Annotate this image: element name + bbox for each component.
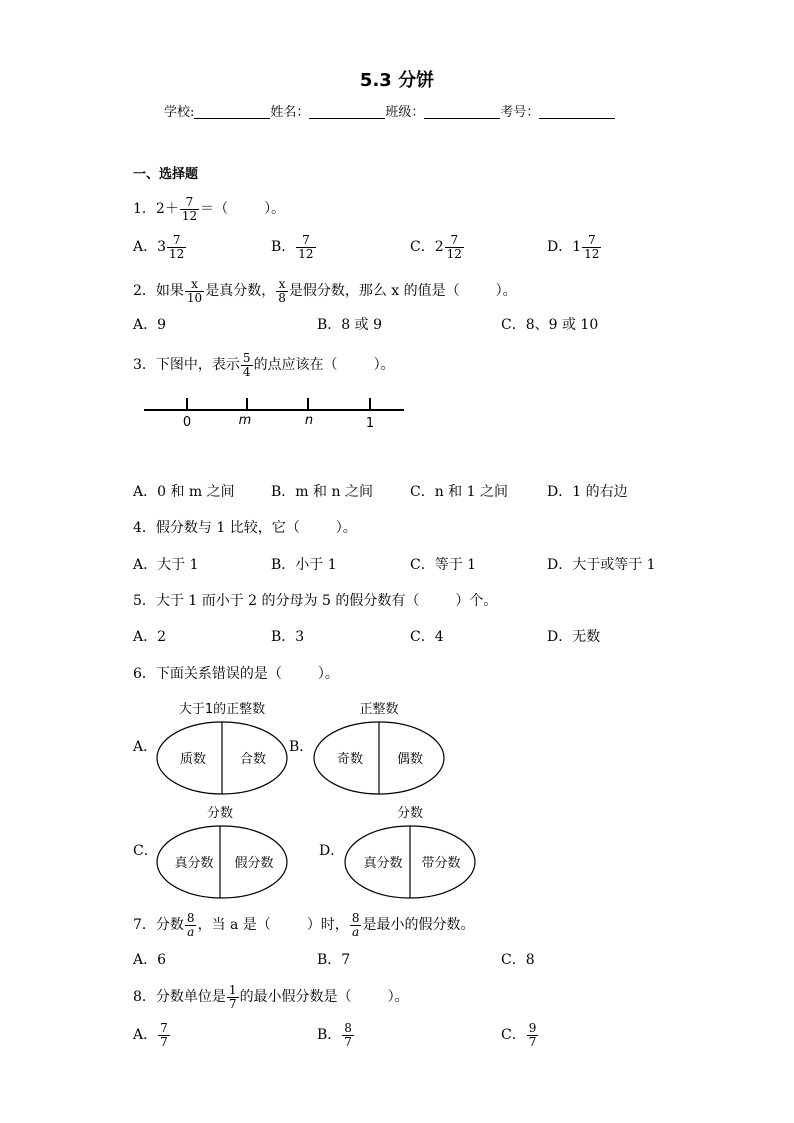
diagram-d-label[interactable]: D． [319, 843, 345, 859]
diagram-right: 带分数 [421, 856, 461, 871]
section-title: 一、选择题 [133, 167, 199, 182]
question-number: 8． [133, 989, 156, 1006]
option-label: A． [133, 1027, 158, 1044]
option-text: 8、9 或 10 [525, 317, 599, 333]
diagram-left: 真分数 [174, 856, 214, 871]
option-d[interactable] [547, 558, 656, 572]
fraction: $\frac{7}{12}$ [298, 233, 314, 261]
option-label: B． [317, 952, 342, 968]
option-label: C． [410, 557, 435, 573]
question-number: 6． [133, 666, 156, 682]
option-label: B． [271, 484, 296, 500]
option-label: D． [547, 557, 573, 573]
question-8 [133, 984, 409, 1010]
question-text: 下面关系错误的是（ [155, 666, 282, 682]
tick-label-0: 0 [182, 415, 192, 430]
option-label: A． [133, 952, 158, 968]
fraction: $\frac{8}{7}$ [344, 1021, 352, 1049]
option-text: 6 [157, 952, 167, 968]
question-text: ）。 [317, 666, 339, 682]
option-text: 0 和 m 之间 [157, 484, 235, 500]
option-text: 2 [157, 629, 167, 645]
option-a[interactable] [133, 234, 187, 260]
option-text: 大于 1 [157, 557, 199, 573]
school-blank[interactable] [194, 104, 270, 119]
diagram-b-label[interactable]: B． [289, 739, 314, 755]
question-number: 2． [133, 283, 156, 300]
student-info [164, 104, 615, 119]
option-label: B． [271, 239, 296, 256]
diagram-title: 分数 [396, 806, 424, 821]
option-text: m 和 n 之间 [295, 484, 373, 500]
diagram-d[interactable] [338, 802, 483, 902]
question-text: 如果 [155, 283, 184, 300]
name-label: 姓名： [270, 105, 310, 120]
question-text: ）。 [373, 357, 395, 374]
option-label: B． [317, 1027, 342, 1044]
diagram-c-label[interactable]: C． [133, 843, 158, 859]
class-blank[interactable] [424, 104, 500, 119]
option-d[interactable] [547, 485, 628, 499]
option-label: A． [133, 317, 158, 333]
question-1 [133, 196, 285, 222]
option-a[interactable] [133, 485, 235, 499]
diagram-right: 合数 [239, 752, 267, 767]
option-text: 等于 1 [434, 557, 477, 573]
option-c[interactable] [410, 485, 508, 499]
question-number: 4． [133, 520, 156, 536]
class-label: 班级： [385, 105, 425, 120]
option-c[interactable] [410, 630, 444, 644]
option-a[interactable] [133, 630, 166, 644]
option-label: C． [410, 484, 435, 500]
question-number: 3． [133, 357, 156, 374]
option-label: C． [501, 952, 526, 968]
number-line [140, 392, 410, 432]
question-text: 是假分数，那么 x 的值是（ [288, 283, 460, 300]
option-c[interactable] [501, 318, 598, 332]
option-text: 1 的右边 [572, 484, 628, 500]
question-5 [133, 594, 497, 608]
fraction: $\frac{7}{12}$ [181, 195, 198, 223]
option-b[interactable] [271, 630, 304, 644]
option-label: D． [547, 239, 573, 256]
option-label: C． [501, 317, 526, 333]
diagram-title: 大于1的正整数 [178, 702, 266, 717]
question-text: 假分数与 1 比较，它（ [155, 520, 300, 536]
fraction: $\frac{5}{4}$ [242, 351, 251, 379]
question-text: 是真分数， [205, 283, 276, 300]
diagram-b[interactable] [307, 698, 452, 798]
option-text: n 和 1 之间 [434, 484, 508, 500]
fraction: $\frac{7}{12}$ [446, 233, 462, 261]
option-text: 4 [434, 629, 444, 645]
option-a[interactable] [133, 1022, 171, 1048]
page-title: 5.3 分饼 [359, 70, 435, 91]
question-text: 分数单位是 [155, 989, 226, 1006]
option-text: 小于 1 [295, 557, 337, 573]
option-b[interactable] [317, 1022, 355, 1048]
question-text: 的点应该在（ [253, 357, 338, 374]
question-text: 是最小的假分数。 [362, 917, 475, 934]
fraction: $\frac{7}{7}$ [160, 1021, 168, 1049]
option-c[interactable] [410, 234, 465, 260]
option-label: C． [501, 1027, 526, 1044]
option-label: B． [317, 317, 342, 333]
option-text: 7 [341, 952, 351, 968]
question-text: ＝（ [200, 201, 229, 218]
option-label: C． [410, 629, 435, 645]
option-label: D． [547, 484, 573, 500]
number-blank[interactable] [539, 104, 615, 119]
fraction: $\frac{1}{7}$ [228, 983, 237, 1011]
question-2 [133, 278, 517, 304]
question-6 [133, 667, 339, 681]
fraction: $\frac{7}{12}$ [584, 233, 600, 261]
fraction: $\frac{x}{10}$ [186, 277, 203, 305]
diagram-c[interactable] [150, 802, 295, 902]
option-label: C． [410, 239, 435, 256]
option-a[interactable] [133, 558, 198, 572]
mixed-whole: 1 [572, 239, 582, 256]
option-b[interactable] [271, 485, 373, 499]
question-3 [133, 352, 395, 378]
question-text: ）。 [387, 989, 409, 1006]
option-text: 9 [157, 317, 167, 333]
option-text: 大于或等于 1 [572, 557, 656, 573]
question-text: 大于 1 而小于 2 的分母为 5 的假分数有（ [155, 593, 420, 609]
diagram-left: 奇数 [336, 752, 364, 767]
option-label: D． [547, 629, 573, 645]
tick-label-1: 1 [365, 416, 375, 431]
question-4 [133, 521, 357, 535]
number-label: 考号： [500, 105, 540, 120]
diagram-a[interactable] [150, 698, 295, 798]
mixed-whole: 3 [157, 239, 167, 256]
option-label: A． [133, 557, 158, 573]
question-number: 1． [133, 201, 156, 218]
question-text: ）时， [306, 917, 349, 934]
option-b[interactable] [271, 558, 337, 572]
question-text: ）个。 [455, 593, 498, 609]
fraction: $\frac{8}{a}$ [186, 911, 195, 939]
option-a[interactable] [133, 953, 166, 967]
diagram-right: 假分数 [234, 856, 274, 871]
option-b[interactable] [317, 318, 382, 332]
diagram-right: 偶数 [396, 752, 424, 767]
option-label: B． [271, 557, 296, 573]
option-text: 8 [525, 952, 535, 968]
option-b[interactable] [271, 234, 317, 260]
option-d[interactable] [547, 630, 600, 644]
diagram-title: 分数 [206, 806, 234, 821]
diagram-title: 正整数 [359, 702, 399, 717]
question-text: 2＋ [155, 201, 179, 218]
school-label: 学校: [164, 105, 195, 120]
option-label: A． [133, 484, 158, 500]
option-text: 3 [295, 629, 305, 645]
question-number: 5． [133, 593, 156, 609]
option-c[interactable] [501, 1022, 539, 1048]
diagram-left: 质数 [179, 752, 207, 767]
option-text: 无数 [572, 629, 601, 645]
question-7 [133, 912, 474, 938]
diagram-left: 真分数 [363, 856, 403, 871]
option-d[interactable] [547, 234, 602, 260]
tick-label-n: n [304, 413, 314, 428]
option-text: 8 或 9 [341, 317, 383, 333]
fraction: $\frac{9}{7}$ [528, 1021, 537, 1049]
name-blank[interactable] [309, 104, 385, 119]
question-text: ）。 [495, 283, 517, 300]
question-text: ，当 a 是（ [197, 917, 271, 934]
option-a[interactable] [133, 318, 166, 332]
fraction: $\frac{7}{12}$ [169, 233, 185, 261]
option-label: B． [271, 629, 296, 645]
option-c[interactable] [501, 953, 535, 967]
option-label: A． [133, 629, 158, 645]
option-label: A． [133, 239, 158, 256]
question-text: 分数 [155, 917, 184, 934]
diagram-a-label[interactable]: A． [133, 739, 158, 755]
fraction: $\frac{x}{8}$ [278, 277, 286, 305]
tick-label-m: m [238, 413, 252, 428]
question-text: 的最小假分数是（ [239, 989, 352, 1006]
question-number: 7． [133, 917, 156, 934]
question-text: 下图中，表示 [155, 357, 240, 374]
option-c[interactable] [410, 558, 476, 572]
question-text: ）。 [264, 201, 286, 218]
mixed-whole: 2 [434, 239, 444, 256]
question-text: ）。 [335, 520, 357, 536]
option-b[interactable] [317, 953, 350, 967]
fraction: $\frac{8}{a}$ [351, 911, 360, 939]
